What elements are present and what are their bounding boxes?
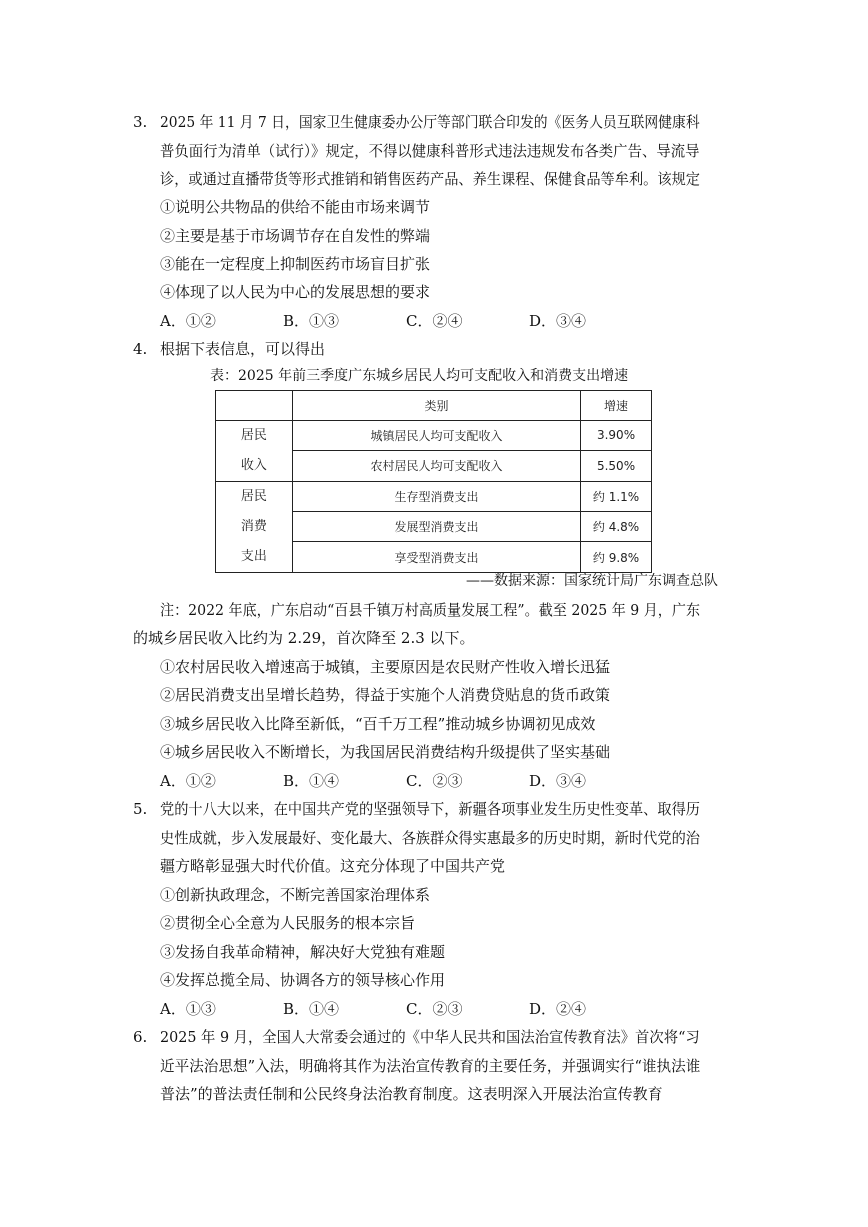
question-3-statement-4: ④体现了以人民为中心的发展思想的要求 <box>160 283 431 301</box>
question-5-option-c[interactable]: C．②③ <box>406 1000 463 1018</box>
question-4-note-line-1: 注：2022 年底，广东启动“百县千镇万村高质量发展工程”。截至 2025 年 9 月，广东 <box>160 601 701 619</box>
table-cell-category: 农村居民人均可支配收入 <box>292 451 580 482</box>
table-header-rate: 增速 <box>581 391 652 421</box>
table-caption: 表：2025 年前三季度广东城乡居民人均可支配收入和消费支出增速 <box>210 368 629 384</box>
question-4-number: 4. <box>133 340 148 358</box>
question-3-option-b[interactable]: B．①③ <box>283 312 340 330</box>
question-4-option-a[interactable]: A．①② <box>160 772 216 790</box>
question-4-statement-2: ②居民消费支出呈增长趋势，得益于实施个人消费贷贴息的货币政策 <box>160 686 611 704</box>
question-5-stem-line-1: 党的十八大以来，在中国共产党的坚强领导下，新疆各项事业发生历史性变革、取得历 <box>160 800 701 818</box>
question-4-options <box>160 771 720 791</box>
question-4-statement-4: ④城乡居民收入不断增长，为我国居民消费结构升级提供了坚实基础 <box>160 743 611 761</box>
question-5-stem-line-2: 史性成就，步入发展最好、变化最大、各族群众得实惠最多的历史时期，新时代党的治 <box>160 829 701 847</box>
question-3-statement-1: ①说明公共物品的供给不能由市场来调节 <box>160 198 431 216</box>
table-header-category: 类别 <box>292 391 580 421</box>
question-3-statement-2: ②主要是基于市场调节存在自发性的弊端 <box>160 227 431 245</box>
question-5-statement-2: ②贯彻全心全意为人民服务的根本宗旨 <box>160 914 416 932</box>
question-6-stem-line-3: 普法”的普法责任制和公民终身法治教育制度。这表明深入开展法治宣传教育 <box>160 1085 663 1103</box>
table-cell-category: 享受型消费支出 <box>292 542 580 572</box>
question-5-option-a[interactable]: A．①③ <box>160 1000 216 1018</box>
table-header-row <box>216 391 652 421</box>
question-4-stem-line-1: 根据下表信息，可以得出 <box>160 340 326 358</box>
question-6-stem-line-1: 2025 年 9 月，全国人大常委会通过的《中华人民共和国法治宣传教育法》首次将“习 <box>160 1028 700 1046</box>
growth-rate-table <box>215 390 652 573</box>
question-6-stem-line-2: 近平法治思想”入法，明确将其作为法治宣传教育的主要任务，并强调实行“谁执法谁 <box>160 1057 701 1075</box>
question-3-option-d[interactable]: D．③④ <box>529 312 587 330</box>
question-3-options <box>160 311 720 331</box>
table-cell-category: 发展型消费支出 <box>292 512 580 542</box>
table-cell-rate: 约 9.8% <box>581 542 652 572</box>
question-4-option-b[interactable]: B．①④ <box>283 772 340 790</box>
question-5-statement-1: ①创新执政理念，不断完善国家治理体系 <box>160 886 431 904</box>
table-row <box>216 481 652 511</box>
question-5-statement-4: ④发挥总揽全局、协调各方的领导核心作用 <box>160 971 446 989</box>
question-4-option-d[interactable]: D．③④ <box>529 772 587 790</box>
question-3-stem-line-1: 2025 年 11 月 7 日，国家卫生健康委办公厅等部门联合印发的《医务人员互联网健康科 <box>160 113 700 131</box>
question-4-note-line-2: 的城乡居民收入比约为 2.29，首次降至 2.3 以下。 <box>133 629 475 647</box>
table-cell-category: 生存型消费支出 <box>292 481 580 511</box>
table-cell-rate: 5.50% <box>581 451 652 482</box>
question-5-options <box>160 999 720 1019</box>
question-5-option-d[interactable]: D．②④ <box>529 1000 587 1018</box>
question-3-option-c[interactable]: C．②④ <box>406 312 463 330</box>
question-5-option-b[interactable]: B．①④ <box>283 1000 340 1018</box>
table-source: ——数据来源：国家统计局广东调查总队 <box>466 573 718 589</box>
table-row <box>216 420 652 451</box>
question-5-statement-3: ③发扬自我革命精神，解决好大党独有难题 <box>160 943 446 961</box>
question-5-number: 5. <box>133 800 148 818</box>
group-label-consumption: 居民 消费 支出 <box>216 481 293 572</box>
table-cell-rate: 约 4.8% <box>581 512 652 542</box>
question-3-option-a[interactable]: A．①② <box>160 312 216 330</box>
group-label-income: 居民 收入 <box>216 420 293 481</box>
question-3-stem-line-3: 诊，或通过直播带货等形式推销和销售医药产品、养生课程、保健食品等牟利。该规定 <box>160 170 701 188</box>
table-header-blank <box>216 391 293 421</box>
question-4-statement-3: ③城乡居民收入比降至新低，“百千万工程”推动城乡协调初见成效 <box>160 715 596 733</box>
question-4-statement-1: ①农村居民收入增速高于城镇，主要原因是农民财产性收入增长迅猛 <box>160 658 611 676</box>
table-cell-rate: 约 1.1% <box>581 481 652 511</box>
question-3-statement-3: ③能在一定程度上抑制医药市场盲目扩张 <box>160 255 431 273</box>
question-5-stem-line-3: 疆方略彰显强大时代价值。这充分体现了中国共产党 <box>160 857 506 875</box>
question-3-stem-line-2: 普负面行为清单（试行）》规定，不得以健康科普形式违法违规发布各类广告、导流导 <box>160 142 700 160</box>
question-3-number: 3. <box>133 113 148 131</box>
question-4-option-c[interactable]: C．②③ <box>406 772 463 790</box>
question-6-number: 6. <box>133 1028 148 1046</box>
table-cell-category: 城镇居民人均可支配收入 <box>292 420 580 451</box>
table-cell-rate: 3.90% <box>581 420 652 451</box>
